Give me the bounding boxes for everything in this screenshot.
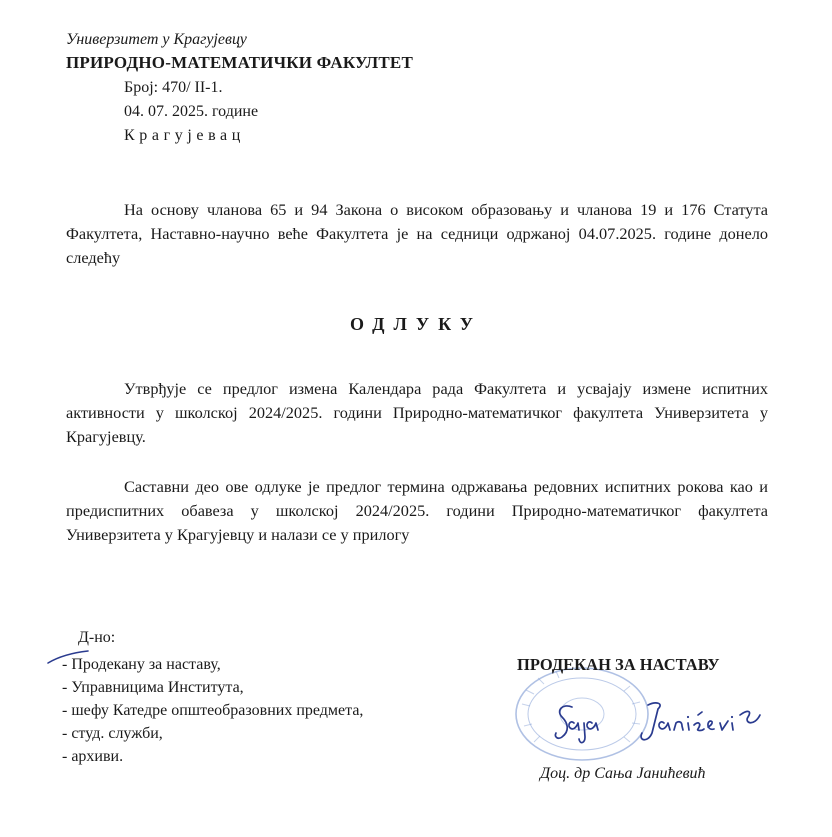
body-text-2: Саставни део ове одлуке је предлог термина одржавања редовних испитних рокова као и предиспитних обавеза у школској 2024/2025. години Природно-математичког факултета Универзитета у Крагујевцу и налази се у прилогу [66,477,768,544]
university-name: Универзитет у Крагујевцу [66,31,247,48]
signatory-name: Доц. др Сања Јанићевић [540,765,706,782]
handwritten-tick-mark [44,648,94,668]
distribution-item: - Управницима Института, [62,679,244,696]
signatory-role: ПРОДЕКАН ЗА НАСТАВУ [517,655,720,674]
document-number: Број: 470/ II-1. [124,79,223,96]
decision-title: ОДЛУКУ [349,314,482,334]
distribution-item: - архиви. [62,748,124,765]
distribution-label: Д-но: [78,629,116,646]
document-city: Крагујевац [124,127,245,144]
faculty-name: ПРИРОДНО-МАТЕМАТИЧКИ ФАКУЛТЕТ [66,53,413,72]
body-paragraph-2 [66,475,768,547]
handwritten-signature [552,693,768,749]
intro-text: На основу чланова 65 и 94 Закона о високом образовању и чланова 19 и 176 Статута Факултета, Наставно-научно веће Факултета је на седници одржаној 04.07.2025. године донело следећу [66,200,768,267]
distribution-item: - студ. служби, [62,725,163,742]
intro-paragraph [66,198,768,270]
distribution-list [62,653,363,768]
body-paragraph-1 [66,377,768,449]
document-date: 04. 07. 2025. године [124,103,259,120]
body-text-1: Утврђује се предлог измена Календара рада Факултета и усвајају измене испитних активности у школској 2024/2025. години Природно-математичког факултета Универзитета у Крагујевцу. [66,379,768,446]
distribution-item: - Продекану за наставу, [62,656,221,673]
distribution-item: - шефу Катедре општеобразовних предмета, [62,702,364,719]
